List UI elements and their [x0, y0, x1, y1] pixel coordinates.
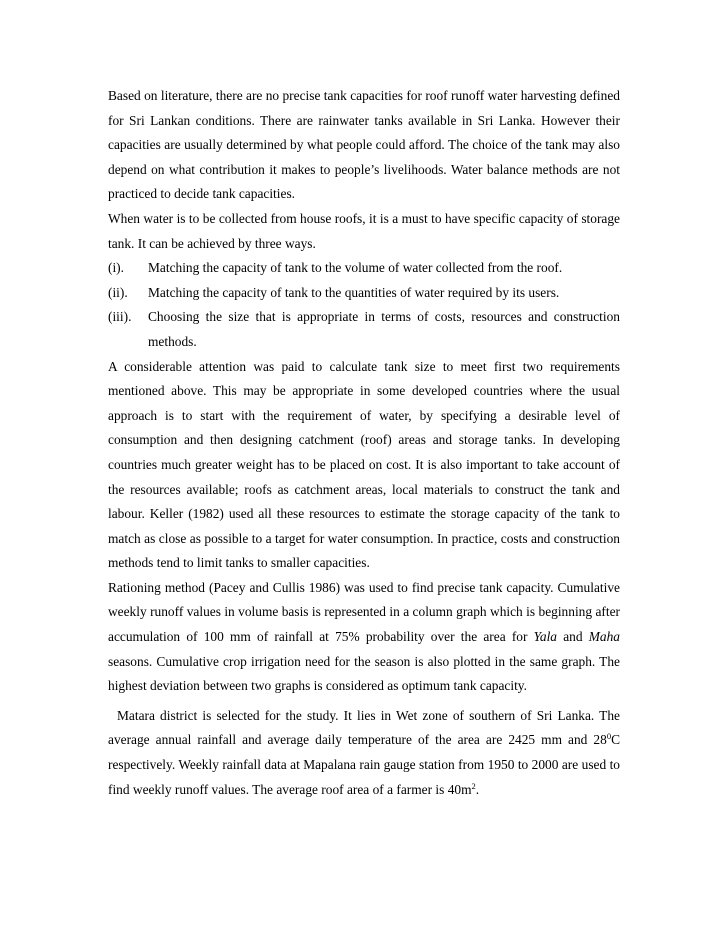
list-text: Choosing the size that is appropriate in terms of costs, resources and construction methods. — [148, 309, 620, 349]
body-text — [108, 84, 620, 802]
text-run: . — [475, 781, 480, 797]
season-yala: Yala — [533, 629, 557, 645]
square-superscript: 2 — [471, 780, 476, 791]
list-text: Matching the capacity of tank to the volume of water collected from the roof. — [148, 260, 563, 276]
list-item — [108, 256, 620, 281]
season-maha: Maha — [588, 629, 620, 645]
list-number: (i). — [108, 260, 124, 276]
paragraph-literature: Based on literature, there are no precise tank capacities for roof runoff water harvesting defined for Sri Lankan conditions. There are rainwater tanks available in Sri Lanka. However their capacities are usually determined by what people could afford. The choice of the tank may also depend on what contribution it makes to people’s livelihoods. Water balance methods are not practiced to decide tank capacities. — [108, 88, 620, 202]
list-item — [108, 305, 620, 354]
paragraph-storage-tank: When water is to be collected from house roofs, it is a must to have specific capacity of storage tank. It can be achieved by three ways. — [108, 210, 620, 251]
paragraph-tank-size: A considerable attention was paid to calculate tank size to meet first two requirements mentioned above. This may be appropriate in some developed countries where the usual approach is to start with the requirement of water, by specifying a desirable level of consumption and then designing catchment (roof) areas and storage tanks. In developing countries much greater weight has to be placed on cost. It is also important to take account of the resources available; roofs as catchment areas, local materials to construct the tank and labour. Keller (1982) used all these resources to estimate the storage capacity of the tank to match as close as possible to a target for water consumption. In practice, costs and construction methods tend to limit tanks to smaller capacities. — [108, 358, 620, 571]
text-run: and — [557, 629, 589, 645]
text-run: C respectively. Weekly rainfall data at Mapalana rain gauge station from 1950 to 2000 are used to find weekly runoff values. The average roof area of a farmer is 40m — [108, 732, 620, 797]
list-number: (iii). — [108, 309, 132, 325]
list-item — [108, 281, 620, 306]
list-number: (ii). — [108, 284, 128, 300]
list-text: Matching the capacity of tank to the quantities of water required by its users. — [148, 284, 560, 300]
text-run: Rationing method (Pacey and Cullis 1986) was used to find precise tank capacity. Cumulative weekly runoff values in volume basis is represented in a column graph which is beginning after accumulation of 100 mm of rainfall at 75% probability over the area for — [108, 579, 620, 645]
text-run: seasons. Cumulative crop irrigation need for the season is also plotted in the same graph. The highest deviation between two graphs is considered as optimum tank capacity. — [108, 653, 620, 694]
paragraph-rationing-method — [108, 576, 620, 699]
paragraph-study-area — [108, 704, 620, 802]
text-run: Matara district is selected for the study. It lies in Wet zone of southern of Sri Lanka. The average annual rainfall and average daily temperature of the area are 2425 mm and 28 — [108, 707, 620, 748]
method-list — [108, 256, 620, 354]
degree-superscript: 0 — [606, 731, 612, 742]
